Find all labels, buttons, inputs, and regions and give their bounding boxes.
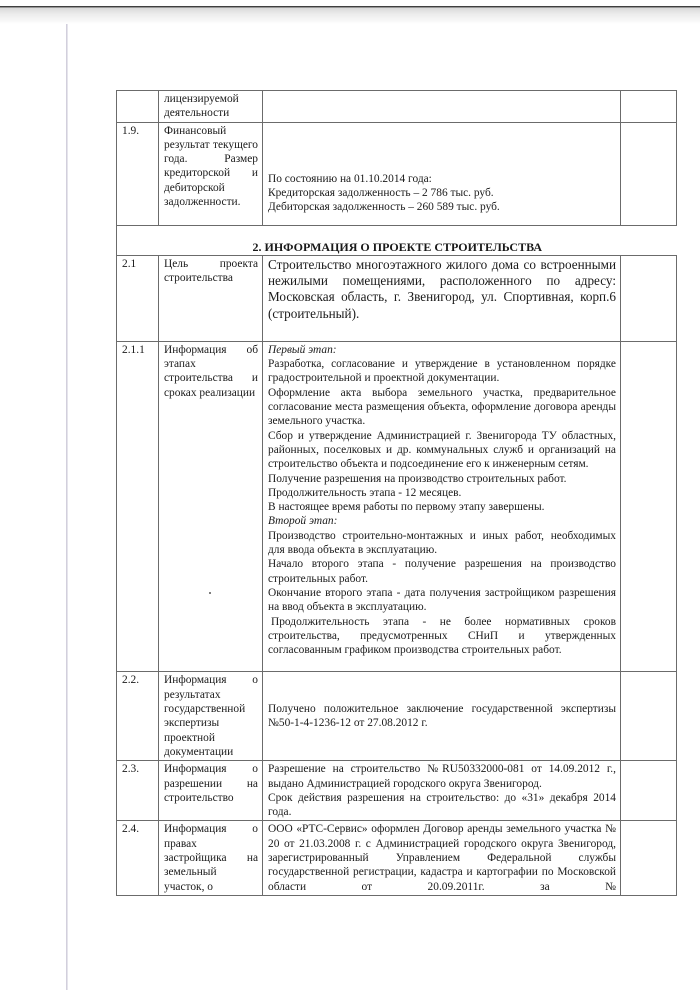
row-number: 2.3. (117, 761, 159, 821)
stage2-item: Окончание второго этапа - дата получения застройщиком разрешения на ввод объекта в эксплуатацию. (268, 586, 616, 614)
scan-left-edge (66, 24, 68, 990)
row-content: Получено положительное заключение государственной экспертизы №50-1-4-1236-12 от 27.08.2012 г. (263, 672, 621, 761)
scan-speck (209, 592, 211, 594)
stage2-title: Второй этап: (268, 515, 338, 528)
stage1-title: Первый этап: (268, 343, 337, 356)
row-label: Финансовый результат текущего года. Размер кредиторской и дебиторской задолженности. (159, 122, 263, 225)
section-title: 2. ИНФОРМАЦИЯ О ПРОЕКТЕ СТРОИТЕЛЬСТВА (117, 225, 677, 255)
row-content (263, 761, 621, 821)
table-row-2-1 (117, 255, 677, 341)
row-extra (621, 761, 677, 821)
stage1-item: Сбор и утверждение Администрацией г. Звенигорода ТУ областных, районных, поселковых и др. коммунальных служб и организаций на строительство объекта и подсоединение его к инженерным сетям. (268, 429, 616, 471)
row-extra (621, 255, 677, 341)
stage2-item: Начало второго этапа - получение разрешения на производство строительных работ. (268, 558, 616, 585)
stage1-item: Получение разрешения на производство строительных работ. (268, 472, 567, 485)
stage1-item: Оформление акта выбора земельного участка, предварительное согласование места размещения объекта, оформление договора аренды земельного участка. (268, 386, 616, 428)
row-number: 1.9. (117, 122, 159, 225)
table-row (117, 91, 677, 123)
receivables: Дебиторская задолженность – 260 589 тыс. руб. (268, 201, 500, 214)
row-content (263, 341, 621, 672)
stage1-item: Разработка, согласование и утверждение в установленном порядке градостроительной и проектной документации. (268, 358, 616, 385)
stage2-item: Продолжительность этапа - не более нормативных сроков строительства, предусмотренных СНиП и утвержденных согласованным графиком производства строительных работ. (268, 615, 616, 657)
stage2-item: Производство строительно-монтажных и иных работ, необходимых для ввода объекта в эксплуатацию. (268, 529, 616, 557)
payables: Кредиторская задолженность – 2 786 тыс. руб. (268, 187, 494, 199)
section-header-row (117, 225, 677, 255)
scan-top-edge (0, 6, 700, 24)
row-label: Информация о правах застройщика на земельный участок, о (159, 821, 263, 895)
row-number: 2.1.1 (117, 341, 159, 672)
stage1-item: В настоящее время работы по первому этапу завершены. (268, 501, 545, 514)
row-number: 2.4. (117, 821, 159, 895)
row-extra (621, 122, 677, 225)
row-number (117, 91, 159, 123)
row-extra (621, 341, 677, 672)
row-label: Цель проекта строительства (159, 255, 263, 341)
row-extra (621, 91, 677, 123)
row-extra (621, 821, 677, 895)
table-row-2-1-1 (117, 341, 677, 672)
row-content: ООО «РТС-Сервис» оформлен Договор аренды земельного участка № 20 от 21.03.2008 г. с Администрацией городского округа Звенигород, зарегистрированный Управлением Федеральной службы государственной регистрации, кадастра и картографии по Московской области от 20.09.2011г. за № (263, 821, 621, 895)
row-label: Информация об этапах строительства и сроках реализации (159, 341, 263, 672)
declaration-table (116, 90, 677, 896)
table-row-2-4 (117, 821, 677, 895)
row-content (263, 122, 621, 225)
table-row-1-9 (117, 122, 677, 225)
row-label: лицензируемой деятельности (159, 91, 263, 123)
table-row-2-2 (117, 672, 677, 761)
permit-validity: Срок действия разрешения на строительство: до «31» декабря 2014 года. (268, 791, 616, 819)
stage1-item: Продолжительность этапа - 12 месяцев. (268, 486, 462, 499)
permit-info: Разрешение на строительство №RU50332000-081 от 14.09.2012 г., выдано Администрацией городского округа Звенигород. (268, 763, 616, 790)
row-label: Информация о разрешении на строительство (159, 761, 263, 821)
financial-date: По состоянию на 01.10.2014 года: (268, 172, 432, 185)
row-content (263, 91, 621, 123)
row-label: Информация о результатах государственной экспертизы проектной документации (159, 672, 263, 761)
row-number: 2.1 (117, 255, 159, 341)
table-row-2-3 (117, 761, 677, 821)
row-content: Строительство многоэтажного жилого дома со встроенными нежилыми помещениями, расположенного по адресу: Московская область, г. Звенигород, ул. Спортивная, корп.6 (строительный). (263, 255, 621, 341)
row-number: 2.2. (117, 672, 159, 761)
row-extra (621, 672, 677, 761)
